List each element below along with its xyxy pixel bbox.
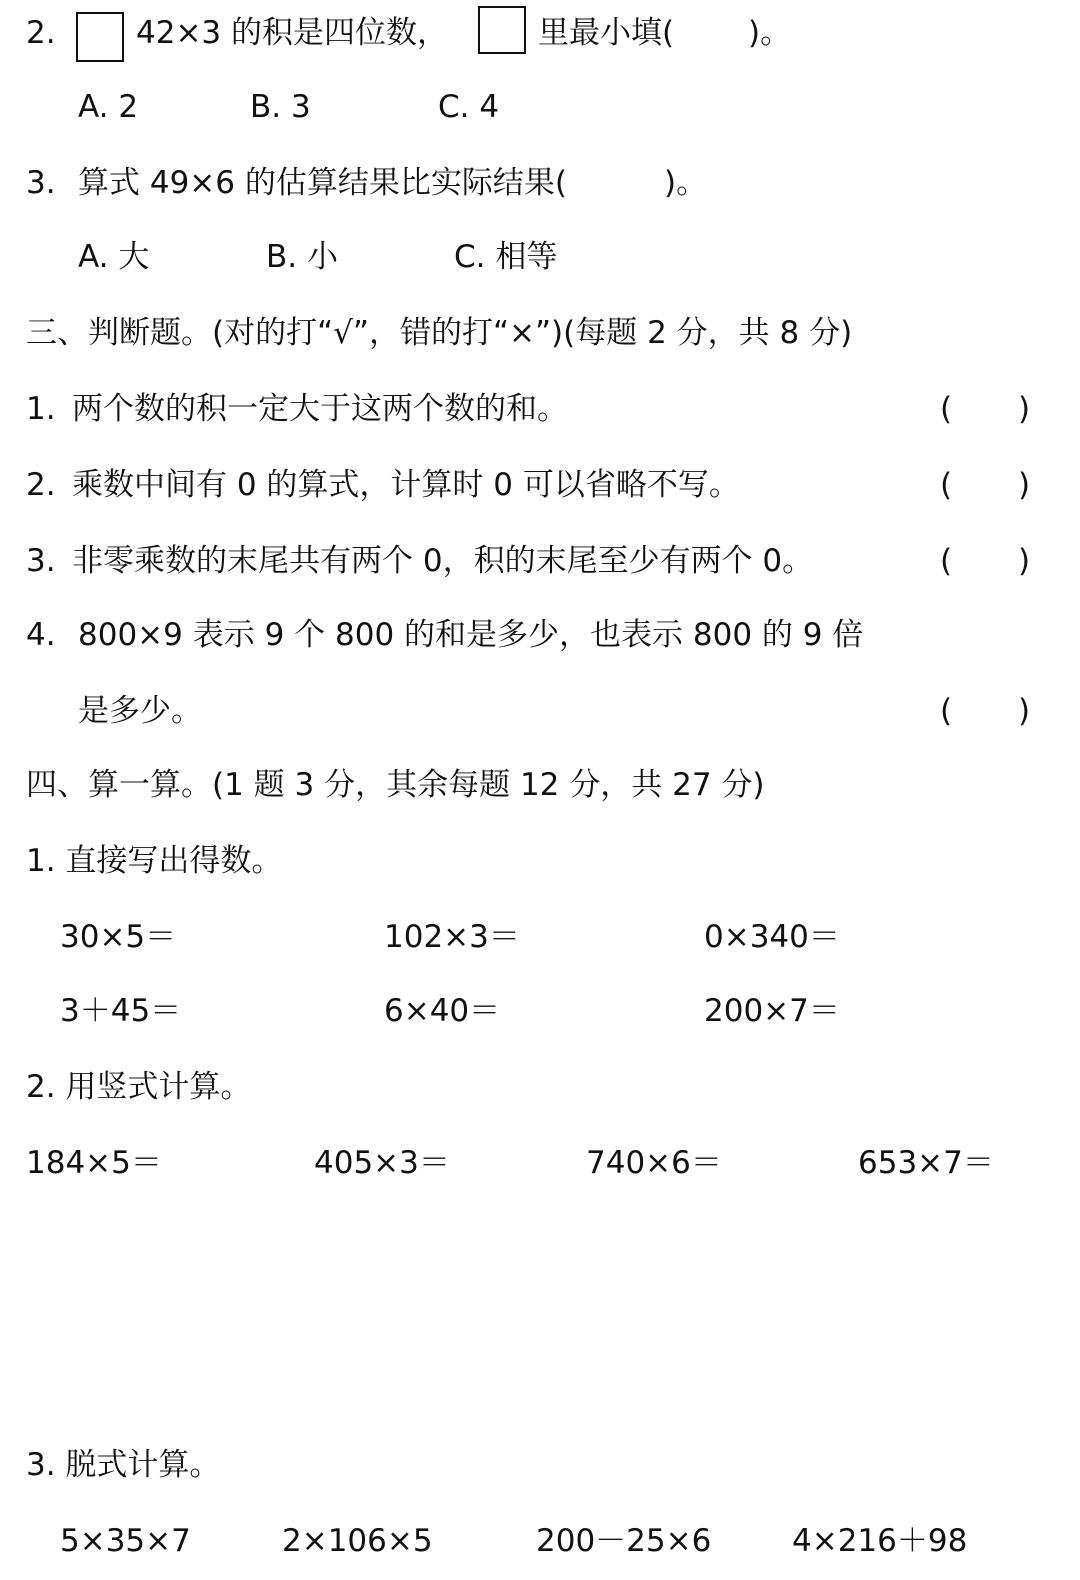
option-b: B. 小 [266,239,338,275]
paren-close: ) [1018,543,1031,579]
section-heading: 三、判断题。(对的打“√”，错的打“×”)(每题 2 分，共 8 分) [26,315,853,351]
oral-calc-item: 200×7＝ [704,993,840,1029]
oral-calc-item: 3＋45＝ [60,993,182,1029]
question-text: 里最小填( [538,15,675,51]
step-calc-item: 4×216＋98 [792,1523,968,1559]
paren-close: ) [1018,391,1031,427]
question-number: 2. [26,15,56,51]
question-text: 42×3 的积是四位数， [136,15,448,51]
oral-calc-item: 30×5＝ [60,919,177,955]
judge-item-number: 3. [26,543,56,579]
paren-open: ( [940,467,953,503]
judge-item-text: 乘数中间有 0 的算式，计算时 0 可以省略不写。 [72,467,740,503]
section-heading: 四、算一算。(1 题 3 分，其余每题 12 分，共 27 分) [26,767,765,803]
paren-open: ( [940,693,953,729]
judge-item-text: 非零乘数的末尾共有两个 0，积的末尾至少有两个 0。 [72,543,814,579]
judge-item-text: 两个数的积一定大于这两个数的和。 [72,391,568,427]
option-a: A. 2 [78,89,139,125]
answer-paren-close: )。 [664,165,708,201]
vertical-calc-item: 740×6＝ [586,1145,722,1181]
judge-item-number: 4. [26,617,56,653]
step-calc-item: 200－25×6 [536,1523,712,1559]
question-text: 算式 49×6 的估算结果比实际结果( [78,165,567,201]
subsection-title: 2. 用竖式计算。 [26,1069,252,1105]
answer-paren-close: )。 [748,15,792,51]
paren-close: ) [1018,693,1031,729]
subsection-title: 3. 脱式计算。 [26,1447,221,1483]
subsection-title: 1. 直接写出得数。 [26,843,283,879]
vertical-calc-item: 653×7＝ [858,1145,994,1181]
judge-item-number: 1. [26,391,56,427]
oral-calc-item: 6×40＝ [384,993,501,1029]
option-c: C. 相等 [454,239,558,275]
judge-item-text-continued: 是多少。 [78,693,202,729]
step-calc-item: 5×35×7 [60,1523,191,1559]
paren-open: ( [940,391,953,427]
oral-calc-item: 0×340＝ [704,919,840,955]
answer-box [478,6,526,54]
judge-item-text: 800×9 表示 9 个 800 的和是多少，也表示 800 的 9 倍 [78,617,864,653]
option-a: A. 大 [78,239,150,275]
paren-close: ) [1018,467,1031,503]
judge-item-number: 2. [26,467,56,503]
answer-box [76,12,124,62]
vertical-calc-item: 184×5＝ [26,1145,162,1181]
oral-calc-item: 102×3＝ [384,919,520,955]
option-b: B. 3 [250,89,311,125]
vertical-calc-item: 405×3＝ [314,1145,450,1181]
option-c: C. 4 [438,89,500,125]
question-number: 3. [26,165,56,201]
step-calc-item: 2×106×5 [282,1523,433,1559]
paren-open: ( [940,543,953,579]
